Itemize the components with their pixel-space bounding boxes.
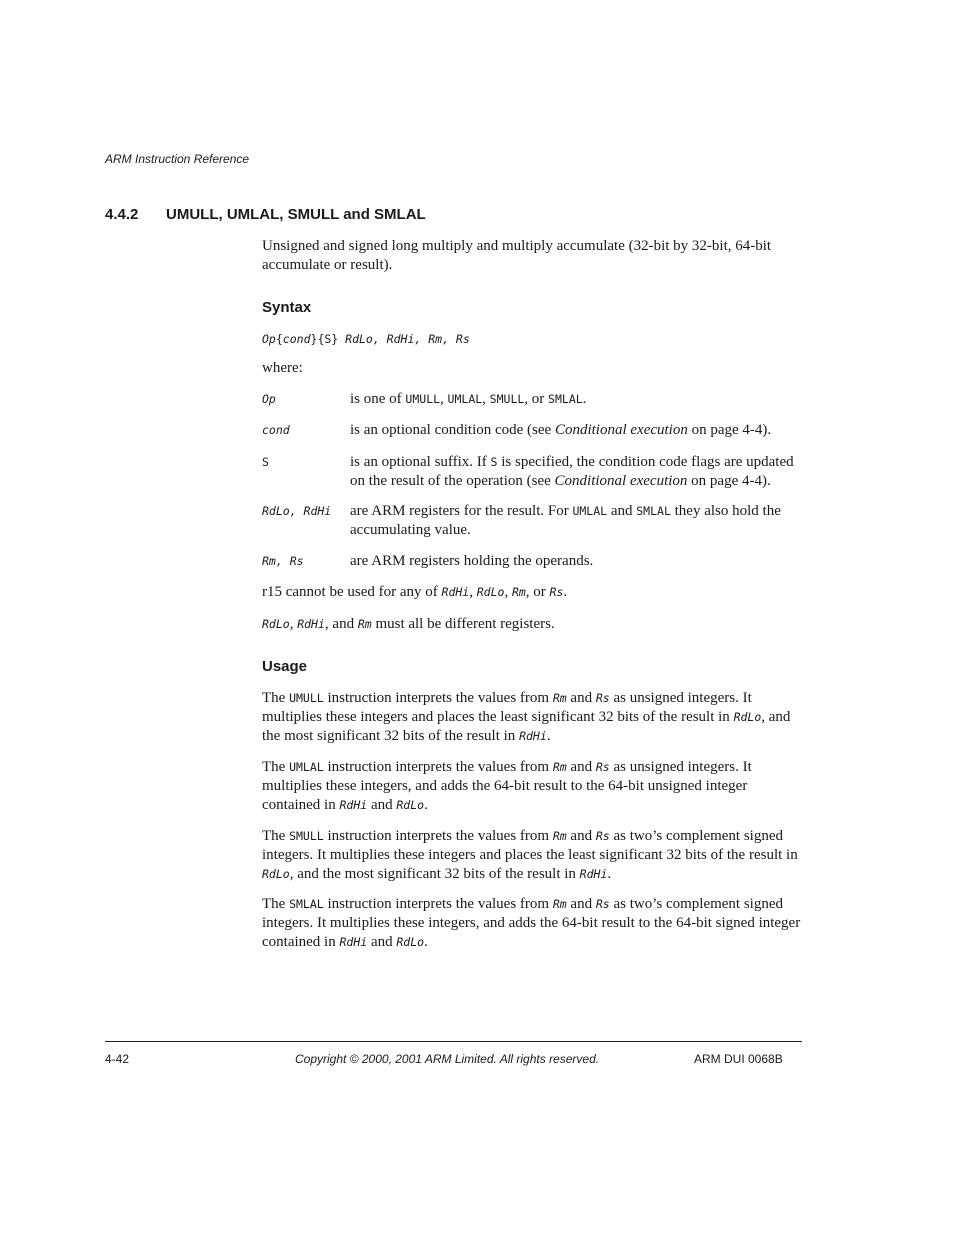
text: as unsigned integers. It multiplies these integers, and adds the 64-bit result to the 64-bit unsigned integer contained in (262, 759, 752, 813)
text: and (566, 828, 596, 844)
usage-paragraph-umull (262, 689, 802, 746)
text: and (566, 759, 596, 775)
restriction-distinct (262, 615, 802, 634)
param-desc-cond (350, 421, 802, 440)
code: SMULL (489, 392, 525, 406)
register: RdHi (441, 585, 470, 599)
register: RdLo (262, 617, 290, 631)
param-term-rm-rs: Rm, Rs (262, 554, 304, 568)
text: as two’s complement signed integers. It multiplies these integers and places the least significant 32 bits of the result in (262, 828, 798, 863)
syntax-heading: Syntax (262, 299, 312, 316)
code: SMLAL (289, 897, 324, 911)
register: Rs (595, 829, 610, 843)
code: SMLAL (548, 392, 583, 406)
text: , or (525, 584, 550, 600)
code: UMLAL (289, 760, 324, 774)
code: UMULL (405, 392, 441, 406)
text: and (566, 690, 596, 706)
text: on page 4-4). (687, 473, 771, 489)
footer-page-number: 4-42 (105, 1052, 130, 1066)
code: UMULL (289, 691, 324, 705)
text: The (262, 896, 290, 912)
footer-doc-id: ARM DUI 0068B (694, 1052, 783, 1066)
text: . (582, 391, 587, 407)
text: as unsigned integers. It multiplies these integers and places the least significant 32 bits of the result in (262, 690, 752, 725)
text: . (424, 797, 428, 813)
register: RdHi (297, 617, 325, 631)
syntax-brace-close: } (310, 332, 318, 346)
running-header: ARM Instruction Reference (105, 152, 250, 166)
text: and (566, 896, 596, 912)
text: instruction interprets the values from (323, 828, 553, 844)
register: RdLo (396, 798, 425, 812)
text: must all be different registers. (371, 616, 555, 632)
where-label: where: (262, 360, 303, 376)
text: instruction interprets the values from (323, 896, 553, 912)
text: , and (324, 616, 358, 632)
register: Rm (552, 760, 567, 774)
register: Rs (549, 585, 564, 599)
text: The (262, 828, 290, 844)
code: SMLAL (636, 504, 671, 518)
param-desc-op (350, 390, 802, 409)
text: and (367, 934, 397, 950)
text: , (289, 616, 298, 632)
code: S (490, 455, 498, 469)
text: instruction interprets the values from (323, 690, 553, 706)
footer-rule (105, 1041, 802, 1042)
text: on page 4-4). (687, 422, 772, 438)
syntax-s-flag: {S} (317, 332, 339, 346)
usage-paragraph-umlal (262, 758, 802, 815)
text: , (469, 584, 477, 600)
text: . (563, 584, 568, 600)
text: . (546, 728, 551, 744)
register: RdLo (476, 585, 505, 599)
register: RdLo (262, 867, 290, 881)
register: Rs (595, 897, 610, 911)
text: . (424, 934, 428, 950)
text: , and the most significant 32 bits of the result in (289, 866, 580, 882)
text: they also hold the accumulating value. (350, 503, 781, 538)
register: Rm (357, 617, 372, 631)
footer-copyright: Copyright © 2000, 2001 ARM Limited. All rights reserved. (295, 1052, 600, 1066)
text: are ARM registers for the result. For (350, 503, 573, 519)
text: , (504, 584, 512, 600)
register: RdLo (396, 935, 425, 949)
syntax-operands: RdLo, RdHi, Rm, Rs (338, 332, 470, 346)
text: is an optional suffix. If (350, 454, 491, 470)
section-title: UMULL, UMLAL, SMULL and SMLAL (166, 206, 426, 223)
register: Rm (511, 585, 526, 599)
usage-heading: Usage (262, 658, 308, 675)
text: is an optional condition code (see (350, 422, 555, 438)
param-desc-s (350, 453, 802, 491)
text: and (607, 503, 637, 519)
code: UMLAL (447, 392, 483, 406)
syntax-line (262, 330, 802, 349)
param-term-s: S (262, 455, 269, 469)
text: is one of (350, 391, 406, 407)
code: UMLAL (572, 504, 608, 518)
text: The (262, 690, 290, 706)
text: , and the most significant 32 bits of the result in (262, 709, 791, 744)
usage-paragraph-smull (262, 827, 802, 884)
usage-paragraph-smlal (262, 895, 802, 952)
register: RdHi (339, 798, 368, 812)
register: Rm (552, 691, 567, 705)
register: RdHi (339, 935, 368, 949)
cross-reference: Conditional execution (554, 473, 688, 489)
register: Rm (552, 829, 567, 843)
text: as two’s complement signed integers. It multiplies these integers, and adds the 64-bit result to the 64-bit signed integer contained in (262, 896, 801, 950)
register: RdLo (733, 710, 762, 724)
register: RdHi (519, 729, 547, 743)
syntax-cond: cond (282, 332, 311, 346)
text: , or (524, 391, 549, 407)
text: r15 cannot be used for any of (262, 584, 442, 600)
param-term-rdlo-rdhi: RdLo, RdHi (262, 504, 332, 518)
text: , (482, 391, 490, 407)
text: , (440, 391, 448, 407)
param-term-op: Op (262, 392, 276, 406)
syntax-brace-open: { (275, 332, 283, 346)
text: . (607, 866, 612, 882)
cross-reference: Conditional execution (554, 422, 688, 438)
section-number: 4.4.2 (105, 206, 139, 223)
text: and (367, 797, 397, 813)
restriction-r15 (262, 583, 802, 602)
register: Rm (552, 897, 567, 911)
register: RdHi (579, 867, 608, 881)
text: instruction interprets the values from (323, 759, 553, 775)
param-desc-rm-rs: are ARM registers holding the operands. (350, 553, 594, 569)
register: Rs (595, 691, 610, 705)
register: Rs (595, 760, 610, 774)
text: is specified, the condition code flags are updated on the result of the operation (see (350, 454, 794, 489)
text: The (262, 759, 290, 775)
param-desc-rdlo-rdhi (350, 502, 802, 540)
syntax-op: Op (262, 332, 276, 346)
intro-paragraph: Unsigned and signed long multiply and multiply accumulate (32-bit by 32-bit, 64-bit accumulate or result). (262, 238, 772, 273)
param-term-cond: cond (262, 423, 290, 437)
code: SMULL (289, 829, 324, 843)
